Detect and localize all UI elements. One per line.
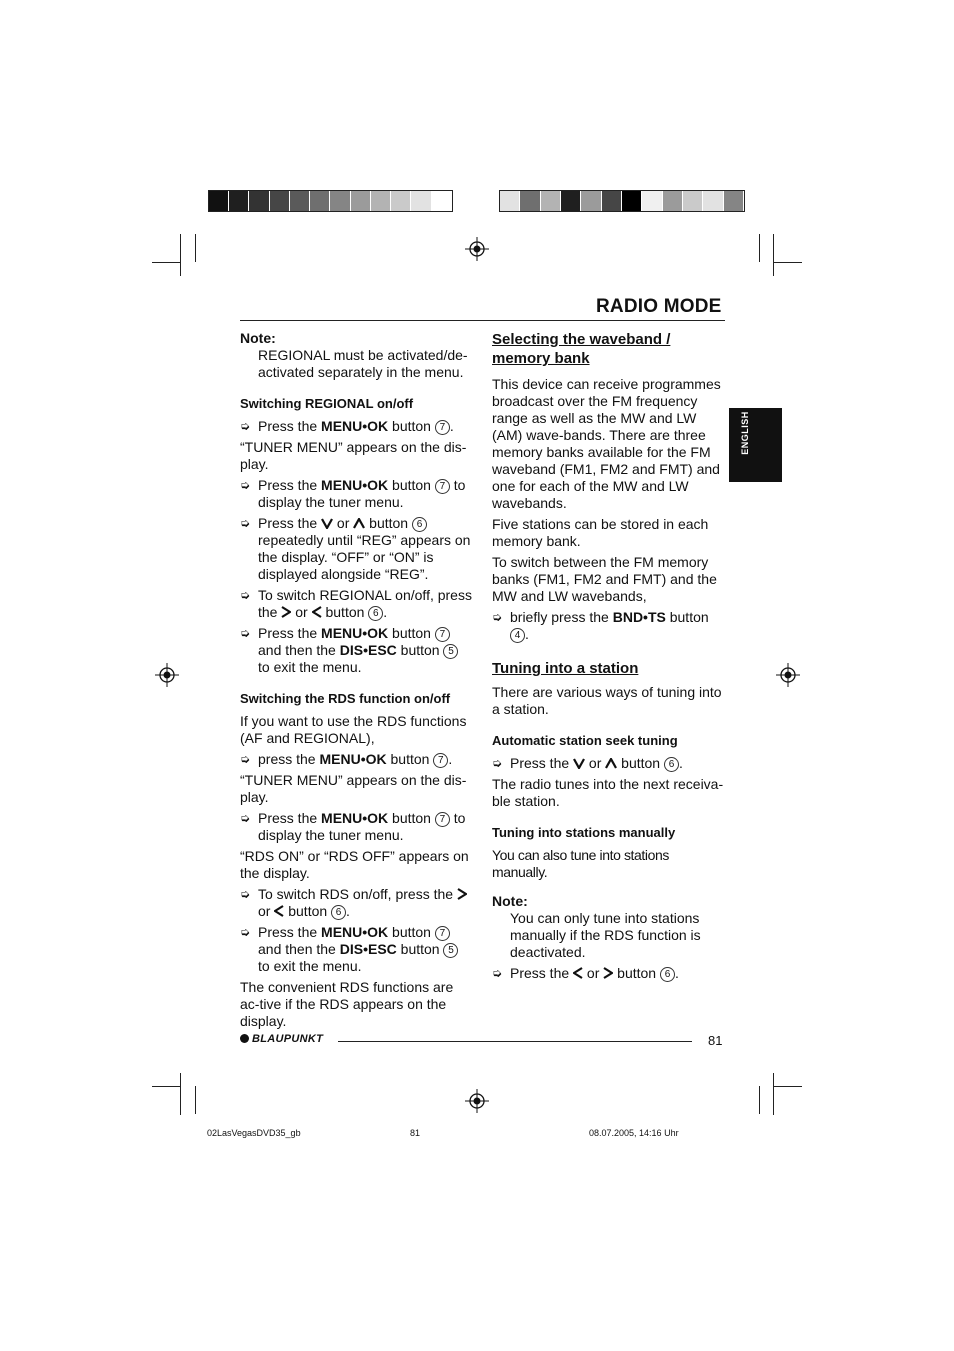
- arrow-right-icon: ➭: [240, 419, 251, 433]
- body-text: “TUNER MENU” appears on the dis-play.: [240, 439, 467, 472]
- color-swatch: [602, 191, 622, 211]
- step-item: ➭ briefly press the BND•TS button 4 .: [492, 609, 709, 642]
- button-number-badge: 6: [368, 606, 383, 621]
- registration-mark-icon: [465, 237, 489, 261]
- body-text: “TUNER MENU” appears on the dis-play.: [240, 772, 467, 805]
- button-number-badge: 6: [331, 905, 346, 920]
- note-heading: Note:: [240, 330, 276, 346]
- body-text: There are various ways of tuning into a station.: [492, 684, 722, 717]
- chevron-left-icon: [312, 606, 322, 618]
- brand-logo: BLAUPUNKT: [240, 1033, 323, 1045]
- button-number-badge: 7: [435, 479, 450, 494]
- color-swatch: [249, 191, 269, 211]
- color-swatch: [432, 191, 452, 211]
- body-text: If you want to use the RDS functions (AF and REGIONAL),: [240, 713, 467, 746]
- chevron-down-icon: [573, 758, 585, 769]
- arrow-right-icon: ➭: [240, 811, 251, 825]
- crop-mark: [773, 234, 774, 276]
- crop-mark: [152, 262, 181, 263]
- body-text: You can also tune into stations manually.: [492, 847, 669, 880]
- chevron-left-icon: [274, 905, 284, 917]
- section-heading: Tuning into a station: [492, 660, 639, 677]
- color-swatch: [663, 191, 683, 211]
- button-number-badge: 7: [435, 812, 450, 827]
- arrow-right-icon: ➭: [240, 516, 251, 530]
- crop-mark: [759, 1086, 760, 1114]
- language-tab-label: ENGLISH: [740, 411, 750, 455]
- subheading: Tuning into stations manually: [492, 825, 676, 840]
- arrow-right-icon: ➭: [492, 966, 503, 980]
- arrow-right-icon: ➭: [492, 756, 503, 770]
- chevron-up-icon: [605, 758, 617, 769]
- color-swatch: [561, 191, 581, 211]
- button-number-badge: 5: [443, 644, 458, 659]
- crop-mark: [195, 234, 196, 262]
- step-item: ➭ To switch REGIONAL on/off, press the or button 6 .: [240, 587, 472, 620]
- color-swatch: [270, 191, 290, 211]
- arrow-right-icon: ➭: [492, 610, 503, 624]
- color-swatch: [541, 191, 561, 211]
- color-strip-right: [499, 190, 745, 212]
- language-tab: [729, 408, 782, 482]
- header-rule: [240, 320, 725, 321]
- crop-mark: [195, 1086, 196, 1114]
- subheading: Automatic station seek tuning: [492, 733, 678, 748]
- button-number-badge: 7: [433, 753, 448, 768]
- button-number-badge: 7: [435, 627, 450, 642]
- step-item: ➭ Press the or button 6 repeatedly until “REG” appears on the display. “OFF” or “ON” is displayed alongside “REG”.: [240, 515, 471, 582]
- color-swatch: [724, 191, 744, 211]
- print-date: 08.07.2005, 14:16 Uhr: [589, 1128, 679, 1138]
- button-number-badge: 5: [443, 943, 458, 958]
- color-swatch: [330, 191, 350, 211]
- step-item: ➭ Press the MENU•OK button 7 to display the tuner menu.: [240, 477, 466, 510]
- step-item: ➭ Press the MENU•OK button 7 and then the DIS•ESC button 5 to exit the menu.: [240, 924, 474, 975]
- color-swatch: [642, 191, 662, 211]
- chevron-right-icon: [457, 888, 467, 900]
- color-swatch: [520, 191, 540, 211]
- step-item: ➭ Press the MENU•OK button 7 to display the tuner menu.: [240, 810, 466, 843]
- button-number-badge: 7: [435, 926, 450, 941]
- chevron-right-icon: [603, 967, 613, 979]
- footer-rule: [338, 1041, 692, 1042]
- color-strip-left: [208, 190, 453, 212]
- crop-mark: [773, 262, 802, 263]
- crop-mark: [773, 1086, 802, 1087]
- button-number-badge: 6: [412, 517, 427, 532]
- sheet-number: 81: [410, 1128, 421, 1138]
- color-swatch: [581, 191, 601, 211]
- color-swatch: [310, 191, 330, 211]
- crop-mark: [180, 1073, 181, 1115]
- file-name: 02LasVegasDVD35_gb: [207, 1128, 301, 1138]
- button-number-badge: 7: [435, 420, 450, 435]
- page-title: RADIO MODE: [596, 296, 722, 317]
- crop-mark: [773, 1073, 774, 1115]
- chevron-down-icon: [321, 518, 333, 529]
- color-swatch: [351, 191, 371, 211]
- subheading: Switching REGIONAL on/off: [240, 396, 414, 411]
- left-column: [240, 330, 474, 1034]
- chevron-right-icon: [281, 606, 291, 618]
- step-item: ➭ press the MENU•OK button 7 .: [240, 751, 453, 767]
- color-swatch: [683, 191, 703, 211]
- body-text: Five stations can be stored in each memory bank.: [492, 516, 709, 549]
- arrow-right-icon: ➭: [240, 478, 251, 492]
- color-swatch: [411, 191, 431, 211]
- note-text: REGIONAL must be activated/de-activated separately in the menu.: [258, 347, 468, 380]
- color-swatch: [622, 191, 642, 211]
- crop-mark: [759, 234, 760, 262]
- note-heading: Note:: [492, 893, 528, 909]
- body-text: This device can receive programmes broadcast over the FM frequency range as well as the MW and LW (AM) wave-bands. There are three memory banks available for the FM waveband (FM1, FM2 and FMT) and one for each of the MW and LW wavebands.: [492, 376, 721, 511]
- crop-mark: [152, 1086, 181, 1087]
- section-heading: Selecting the waveband / memory bank: [492, 331, 671, 367]
- registration-mark-icon: [465, 1089, 489, 1113]
- arrow-right-icon: ➭: [240, 752, 251, 766]
- color-swatch: [703, 191, 723, 211]
- color-swatch: [391, 191, 411, 211]
- color-swatch: [371, 191, 391, 211]
- step-item: ➭ Press the MENU•OK button 7 and then the DIS•ESC button 5 to exit the menu.: [240, 625, 474, 676]
- body-text: The radio tunes into the next receiva-ble station.: [492, 776, 724, 809]
- arrow-right-icon: ➭: [240, 626, 251, 640]
- crop-mark: [180, 234, 181, 276]
- color-swatch: [229, 191, 249, 211]
- logo-dot-icon: [240, 1034, 249, 1043]
- registration-mark-icon: [155, 663, 179, 687]
- color-swatch: [209, 191, 229, 211]
- color-swatch: [500, 191, 520, 211]
- color-swatch: [290, 191, 310, 211]
- body-text: The convenient RDS functions are ac-tive if the RDS appears on the display.: [240, 979, 454, 1029]
- step-item: ➭ Press the or button 6 .: [492, 755, 683, 771]
- button-number-badge: 6: [660, 967, 675, 982]
- subheading: Switching the RDS function on/off: [240, 691, 451, 706]
- page-number: 81: [708, 1033, 723, 1048]
- step-item: ➭ To switch RDS on/off, press the or button 6 .: [240, 886, 474, 920]
- button-number-badge: 6: [664, 757, 679, 772]
- arrow-right-icon: ➭: [240, 925, 251, 939]
- button-number-badge: 4: [510, 628, 525, 643]
- step-item: ➭ Press the MENU•OK button 7 .: [240, 418, 454, 434]
- body-text: “RDS ON” or “RDS OFF” appears on the display.: [240, 848, 469, 881]
- chevron-up-icon: [353, 518, 365, 529]
- chevron-left-icon: [573, 967, 583, 979]
- body-text: To switch between the FM memory banks (FM1, FM2 and FMT) and the MW and LW wavebands,: [492, 554, 717, 604]
- step-item: ➭ Press the or button 6 .: [492, 965, 679, 981]
- right-column: [492, 330, 726, 986]
- note-text: You can only tune into stations manually if the RDS function is deactivated.: [510, 910, 701, 960]
- registration-mark-icon: [776, 663, 800, 687]
- arrow-right-icon: ➭: [240, 887, 251, 901]
- arrow-right-icon: ➭: [240, 588, 251, 602]
